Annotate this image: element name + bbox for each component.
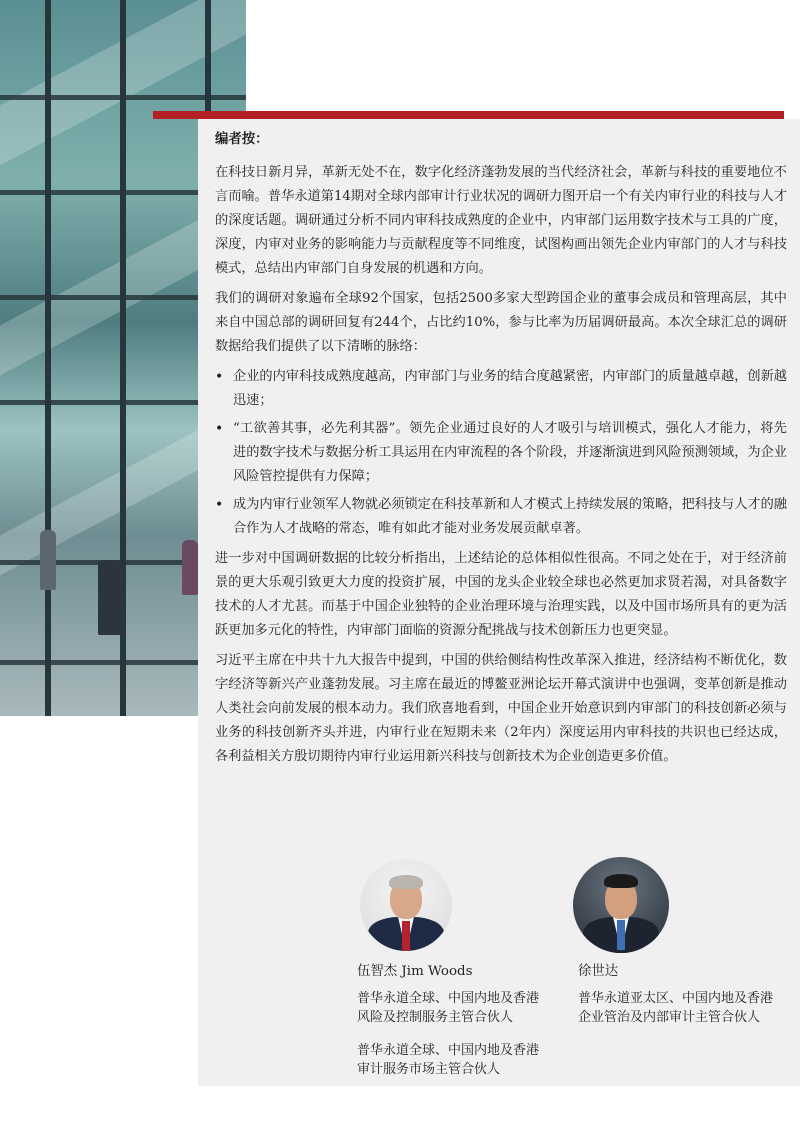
list-item-text: 企业的内审科技成熟度越高，内审部门与业务的结合度越紧密，内审部门的质量越卓越，创新越迅速；	[233, 369, 787, 408]
list-item	[215, 417, 787, 489]
list-item	[215, 493, 787, 541]
person-title-line: 审计服务市场主管合伙人	[357, 1062, 501, 1077]
portrait-jim-woods	[360, 859, 452, 951]
person-name-2: 徐世达	[578, 964, 619, 979]
analysis-paragraph: 进一步对中国调研数据的比较分析指出，上述结论的总体相似性很高。不同之处在于，对于经济前景的更大乐观引致更大力度的投资扩展，中国的龙头企业较全球也必然更加求贤若渴，对具备数字技术的人才尤甚。而基于中国企业独特的企业治理环境与治理实践，以及中国市场所具有的更为活跃更加多元化的特性，内审部门面临的资源分配挑战与技术创新压力也更突显。	[215, 551, 787, 638]
person-title-line: 风险及控制服务主管合伙人	[357, 1010, 514, 1025]
bullet-icon: •	[215, 369, 224, 385]
editor-note	[215, 127, 787, 775]
person-title-line: 普华永道全球、中国内地及香港	[357, 1043, 540, 1058]
accent-divider	[153, 111, 784, 119]
intro-paragraph-2: 我们的调研对象遍布全球92个国家，包括2500多家大型跨国企业的董事会成员和管理高层，其中来自中国总部的调研回复有244个，占比约10%，参与比率为历届调研最高。本次全球汇总的调研数据给我们提供了以下清晰的脉络：	[215, 291, 787, 354]
portrait-xu-shida	[573, 857, 669, 953]
bullet-icon: •	[215, 497, 224, 513]
person-name-1: 伍智杰 Jim Woods	[357, 964, 473, 979]
editor-label: 编者按：	[215, 131, 269, 147]
bullet-icon: •	[215, 421, 224, 437]
person-title-line: 普华永道亚太区、中国内地及香港	[578, 991, 774, 1006]
closing-paragraph: 习近平主席在中共十九大报告中提到，中国的供给侧结构性改革深入推进，经济结构不断优化，数字经济等新兴产业蓬勃发展。习主席在最近的博鳌亚洲论坛开幕式演讲中也强调，变革创新是推动人类社会向前发展的根本动力。我们欣喜地看到，中国企业开始意识到内审部门的科技创新必须与业务的科技创新齐头并进，内审行业在短期未来（2年内）深度运用内审科技的共识也已经达成，各利益相关方殷切期待内审行业运用新兴科技与创新技术为企业创造更多价值。	[215, 653, 787, 764]
findings-list	[215, 365, 787, 541]
list-item-text: “工欲善其事，必先利其器”。领先企业通过良好的人才吸引与培训模式，强化人才能力，将先进的数字技术与数据分析工具运用在内审流程的各个阶段，并逐渐演进到风险预测领域，为企业风险管控提供有力保障；	[233, 421, 787, 484]
person-title-line: 普华永道全球、中国内地及香港	[357, 991, 540, 1006]
person-title-2	[578, 989, 773, 1027]
person-title-line: 企业管治及内部审计主管合伙人	[578, 1010, 761, 1025]
person-title-1b	[357, 1041, 539, 1079]
list-item	[215, 365, 787, 413]
person-title-1	[357, 989, 539, 1027]
intro-paragraph-1: 在科技日新月异，革新无处不在，数字化经济蓬勃发展的当代经济社会，革新与科技的重要地位不言而喻。普华永道第14期对全球内部审计行业状况的调研力图开启一个有关内审行业的科技与人才的深度话题。调研通过分析不同内审科技成熟度的企业中，内审部门运用数字技术与工具的广度，深度，内审对业务的影响能力与贡献程度等不同维度，试图构画出领先企业内审部门的人才与科技模式，总结出内审部门自身发展的机遇和方向。	[215, 165, 787, 276]
list-item-text: 成为内审行业领军人物就必须锁定在科技革新和人才模式上持续发展的策略，把科技与人才的融合作为人才战略的常态，唯有如此才能对业务发展贡献卓著。	[233, 497, 787, 536]
